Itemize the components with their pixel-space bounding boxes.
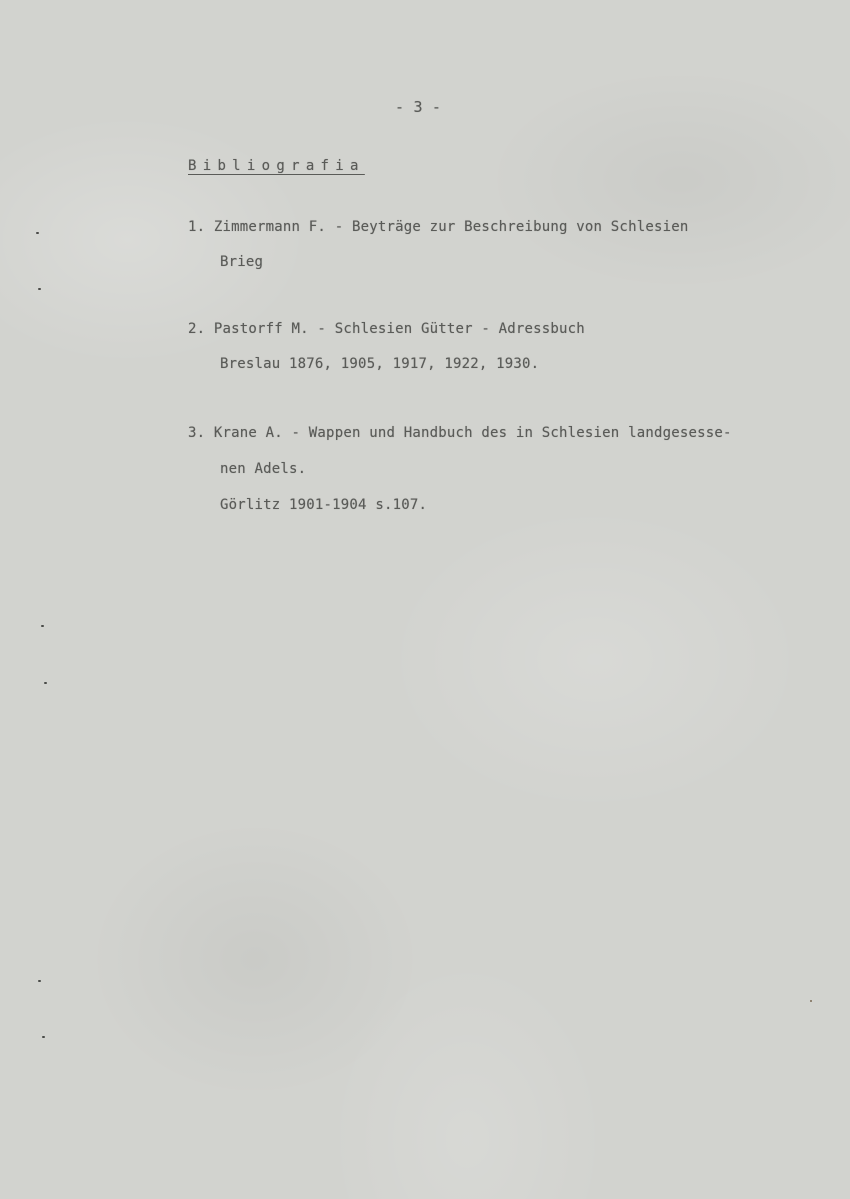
paper-speck (44, 682, 47, 684)
entry-line: 3. Krane A. - Wappen und Handbuch des in Schlesien landgesesse- (188, 425, 732, 441)
entry-line: Breslau 1876, 1905, 1917, 1922, 1930. (220, 356, 540, 372)
paper-speck (41, 625, 44, 627)
bibliography-heading: Bibliografia (188, 158, 365, 174)
paper-speck (38, 980, 41, 982)
entry-line: 1. Zimmermann F. - Beyträge zur Beschreibung von Schlesien (188, 219, 689, 235)
paper-speck (810, 1000, 812, 1002)
entry-line: Brieg (220, 254, 264, 270)
paper-speck (38, 288, 41, 290)
entry-line: Görlitz 1901-1904 s.107. (220, 497, 428, 513)
paper-speck (36, 232, 39, 234)
entry-line: 2. Pastorff M. - Schlesien Gütter - Adressbuch (188, 321, 585, 337)
entry-line: nen Adels. (220, 461, 307, 477)
page-number: - 3 - (395, 98, 442, 116)
paper-speck (42, 1036, 45, 1038)
